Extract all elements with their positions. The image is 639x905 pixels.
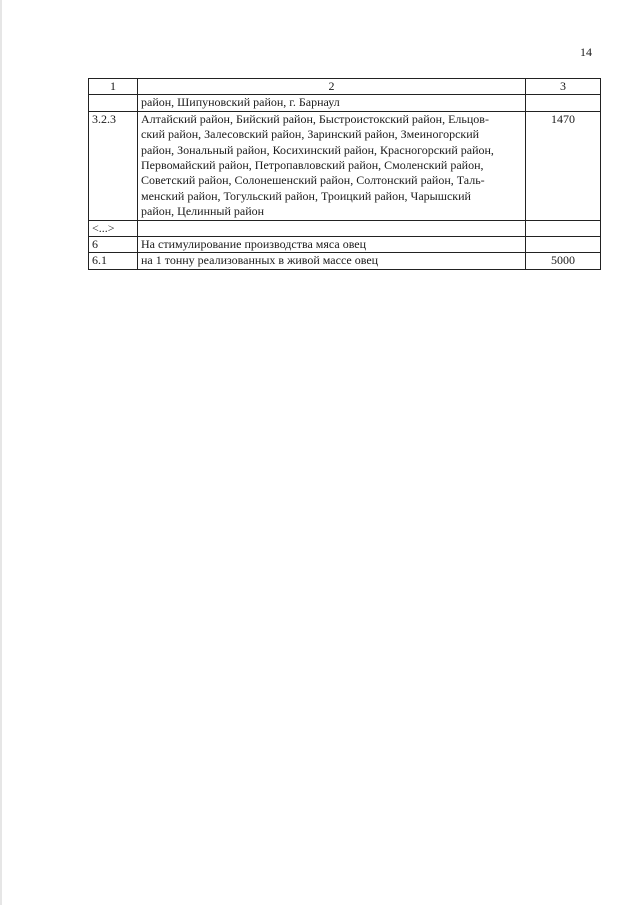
- row-text-line: Первомайский район, Петропавловский район, Смоленский район,: [141, 158, 484, 173]
- row-text-line: район, Зональный район, Косихинский район, Красногорский район,: [141, 142, 494, 157]
- row-number: 3.2.3: [89, 111, 138, 220]
- table-row: [89, 111, 601, 220]
- row-text: На стимулирование производства мяса овец: [138, 237, 526, 253]
- subsidy-rates-table: [88, 78, 601, 270]
- table-row: [89, 95, 601, 111]
- row-number: <...>: [89, 220, 138, 236]
- header-col-1: 1: [89, 79, 138, 95]
- table-header-row: [89, 79, 601, 95]
- row-text: район, Шипуновский район, г. Барнаул: [138, 95, 526, 111]
- row-text: на 1 тонну реализованных в живой массе овец: [138, 253, 526, 269]
- header-col-3: 3: [526, 79, 601, 95]
- row-text-line: Советский район, Солонешенский район, Солтонский район, Таль-: [141, 173, 485, 188]
- table-row: [89, 253, 601, 269]
- row-text-line: ский район, Залесовский район, Заринский район, Змеиногорский: [141, 127, 480, 142]
- scan-edge: [0, 0, 2, 905]
- row-text-line: район, Целинный район: [141, 204, 265, 219]
- row-number: 6.1: [89, 253, 138, 269]
- row-value: 1470: [526, 111, 601, 220]
- row-value: [526, 237, 601, 253]
- row-value: [526, 220, 601, 236]
- row-value: [526, 95, 601, 111]
- row-number: [89, 95, 138, 111]
- row-text-line: Алтайский район, Бийский район, Быстроистокский район, Ельцов-: [141, 111, 489, 126]
- row-value: 5000: [526, 253, 601, 269]
- header-col-2: 2: [138, 79, 526, 95]
- row-text: [138, 111, 526, 220]
- row-number: 6: [89, 237, 138, 253]
- row-text-line: менский район, Тогульский район, Троицкий район, Чарышский: [141, 188, 471, 203]
- row-text: [138, 220, 526, 236]
- table-row: [89, 220, 601, 236]
- table-row: [89, 237, 601, 253]
- page-number: 14: [580, 45, 592, 59]
